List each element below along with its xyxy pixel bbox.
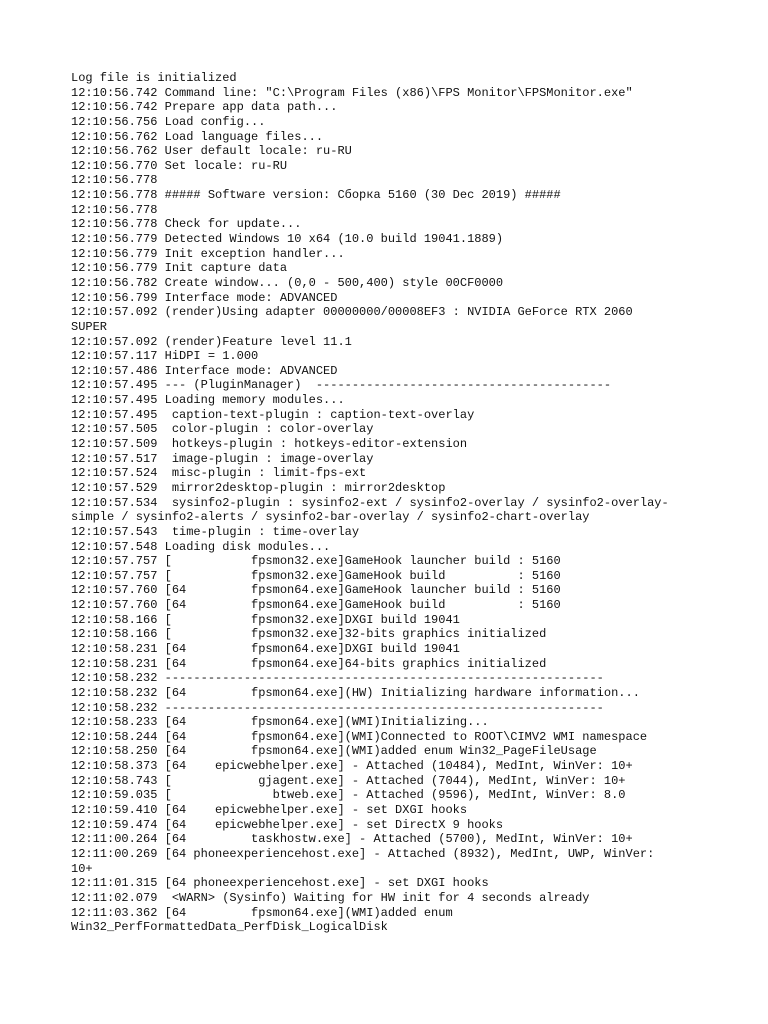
log-document: [71, 71, 711, 935]
log-line: 12:10:57.117 HiDPI = 1.000: [71, 349, 259, 364]
log-line: Win32_PerfFormattedData_PerfDisk_LogicalDisk: [71, 920, 388, 935]
log-line: Log file is initialized: [71, 71, 237, 85]
log-line: 12:10:57.534 sysinfo2-plugin : sysinfo2-ext / sysinfo2-overlay / sysinfo2-overlay-: [71, 495, 669, 510]
log-line: 12:10:58.232 [64 fpsmon64.exe](HW) Initializing hardware information...: [71, 685, 640, 700]
log-line: 12:10:56.778: [71, 173, 158, 188]
log-line: 12:10:57.486 Interface mode: ADVANCED: [71, 363, 338, 378]
log-line: 12:11:00.269 [64 phoneexperiencehost.exe] - Attached (8932), MedInt, UWP, WinVer:: [71, 846, 655, 861]
log-line: SUPER: [71, 319, 108, 334]
log-line: 12:10:56.762 Load language files...: [71, 129, 324, 144]
log-line: 12:11:03.362 [64 fpsmon64.exe](WMI)added enum: [71, 905, 453, 920]
log-line: 12:10:56.799 Interface mode: ADVANCED: [71, 290, 338, 305]
log-line: simple / sysinfo2-alerts / sysinfo2-bar-overlay / sysinfo2-chart-overlay: [71, 510, 590, 525]
log-line: 12:10:59.410 [64 epicwebhelper.exe] - set DXGI hooks: [71, 803, 468, 818]
log-line: 12:10:56.782 Create window... (0,0 - 500,400) style 00CF0000: [71, 275, 504, 290]
log-line: 12:10:57.548 Loading disk modules...: [71, 539, 331, 554]
log-line: 12:11:00.264 [64 taskhostw.exe] - Attached (5700), MedInt, WinVer: 10+: [71, 832, 633, 847]
log-line: 10+: [71, 861, 93, 876]
log-line: 12:10:57.092 (render)Using adapter 00000000/00008EF3 : NVIDIA GeForce RTX 2060: [71, 305, 633, 320]
log-line: 12:10:58.244 [64 fpsmon64.exe](WMI)Connected to ROOT\CIMV2 WMI namespace: [71, 729, 648, 744]
log-line: 12:11:02.079 <WARN> (Sysinfo) Waiting for HW init for 4 seconds already: [71, 890, 590, 905]
log-line: 12:10:57.757 [ fpsmon32.exe]GameHook launcher build : 5160: [71, 554, 561, 569]
log-line: 12:10:58.373 [64 epicwebhelper.exe] - Attached (10484), MedInt, WinVer: 10+: [71, 759, 633, 774]
log-line: 12:10:56.779 Init capture data: [71, 261, 288, 276]
log-line: 12:10:57.495 --- (PluginManager) -----------------------------------------: [71, 378, 612, 393]
log-line: 12:10:57.509 hotkeys-plugin : hotkeys-editor-extension: [71, 437, 468, 452]
log-line: 12:10:58.231 [64 fpsmon64.exe]DXGI build 19041: [71, 641, 460, 656]
log-line: 12:10:57.524 misc-plugin : limit-fps-ext: [71, 466, 367, 481]
log-line: 12:10:56.770 Set locale: ru-RU: [71, 158, 288, 173]
log-line: 12:10:58.743 [ gjagent.exe] - Attached (7044), MedInt, WinVer: 10+: [71, 773, 626, 788]
log-line: 12:10:56.779 Detected Windows 10 x64 (10.0 build 19041.1889): [71, 232, 504, 247]
log-line: 12:10:56.742 Prepare app data path...: [71, 100, 338, 115]
log-line: 12:11:01.315 [64 phoneexperiencehost.exe] - set DXGI hooks: [71, 876, 489, 891]
log-line: 12:10:57.092 (render)Feature level 11.1: [71, 334, 352, 349]
log-line: 12:10:59.474 [64 epicwebhelper.exe] - set DirectX 9 hooks: [71, 817, 504, 832]
log-line: 12:10:56.778 ##### Software version: Сборка 5160 (30 Dec 2019) #####: [71, 188, 561, 203]
log-line: 12:10:57.495 Loading memory modules...: [71, 393, 345, 408]
log-line: 12:10:56.762 User default locale: ru-RU: [71, 144, 352, 159]
log-line: 12:10:56.779 Init exception handler...: [71, 246, 345, 261]
log-line: 12:10:57.517 image-plugin : image-overlay: [71, 451, 374, 466]
log-line: 12:10:58.232 -------------------------------------------------------------: [71, 671, 604, 686]
log-line: 12:10:58.233 [64 fpsmon64.exe](WMI)Initializing...: [71, 715, 489, 730]
log-line: 12:10:57.495 caption-text-plugin : caption-text-overlay: [71, 407, 475, 422]
log-line: 12:10:56.742 Command line: "C:\Program Files (x86)\FPS Monitor\FPSMonitor.exe": [71, 85, 633, 100]
log-line: 12:10:59.035 [ btweb.exe] - Attached (9596), MedInt, WinVer: 8.0: [71, 788, 626, 803]
log-line: 12:10:58.231 [64 fpsmon64.exe]64-bits graphics initialized: [71, 656, 547, 671]
log-line: 12:10:57.760 [64 fpsmon64.exe]GameHook build : 5160: [71, 598, 561, 613]
log-line: 12:10:57.505 color-plugin : color-overlay: [71, 422, 374, 437]
log-line: 12:10:56.778: [71, 202, 158, 217]
log-line: 12:10:58.232 -------------------------------------------------------------: [71, 700, 604, 715]
log-line: 12:10:58.166 [ fpsmon32.exe]DXGI build 19041: [71, 612, 460, 627]
log-line: 12:10:58.166 [ fpsmon32.exe]32-bits graphics initialized: [71, 627, 547, 642]
log-line: 12:10:57.529 mirror2desktop-plugin : mirror2desktop: [71, 480, 446, 495]
log-line: 12:10:58.250 [64 fpsmon64.exe](WMI)added enum Win32_PageFileUsage: [71, 744, 597, 759]
log-line: 12:10:57.757 [ fpsmon32.exe]GameHook build : 5160: [71, 568, 561, 583]
log-line: 12:10:57.760 [64 fpsmon64.exe]GameHook launcher build : 5160: [71, 583, 561, 598]
log-line: 12:10:56.778 Check for update...: [71, 217, 302, 232]
log-line: 12:10:57.543 time-plugin : time-overlay: [71, 524, 360, 539]
log-line: 12:10:56.756 Load config...: [71, 114, 266, 129]
